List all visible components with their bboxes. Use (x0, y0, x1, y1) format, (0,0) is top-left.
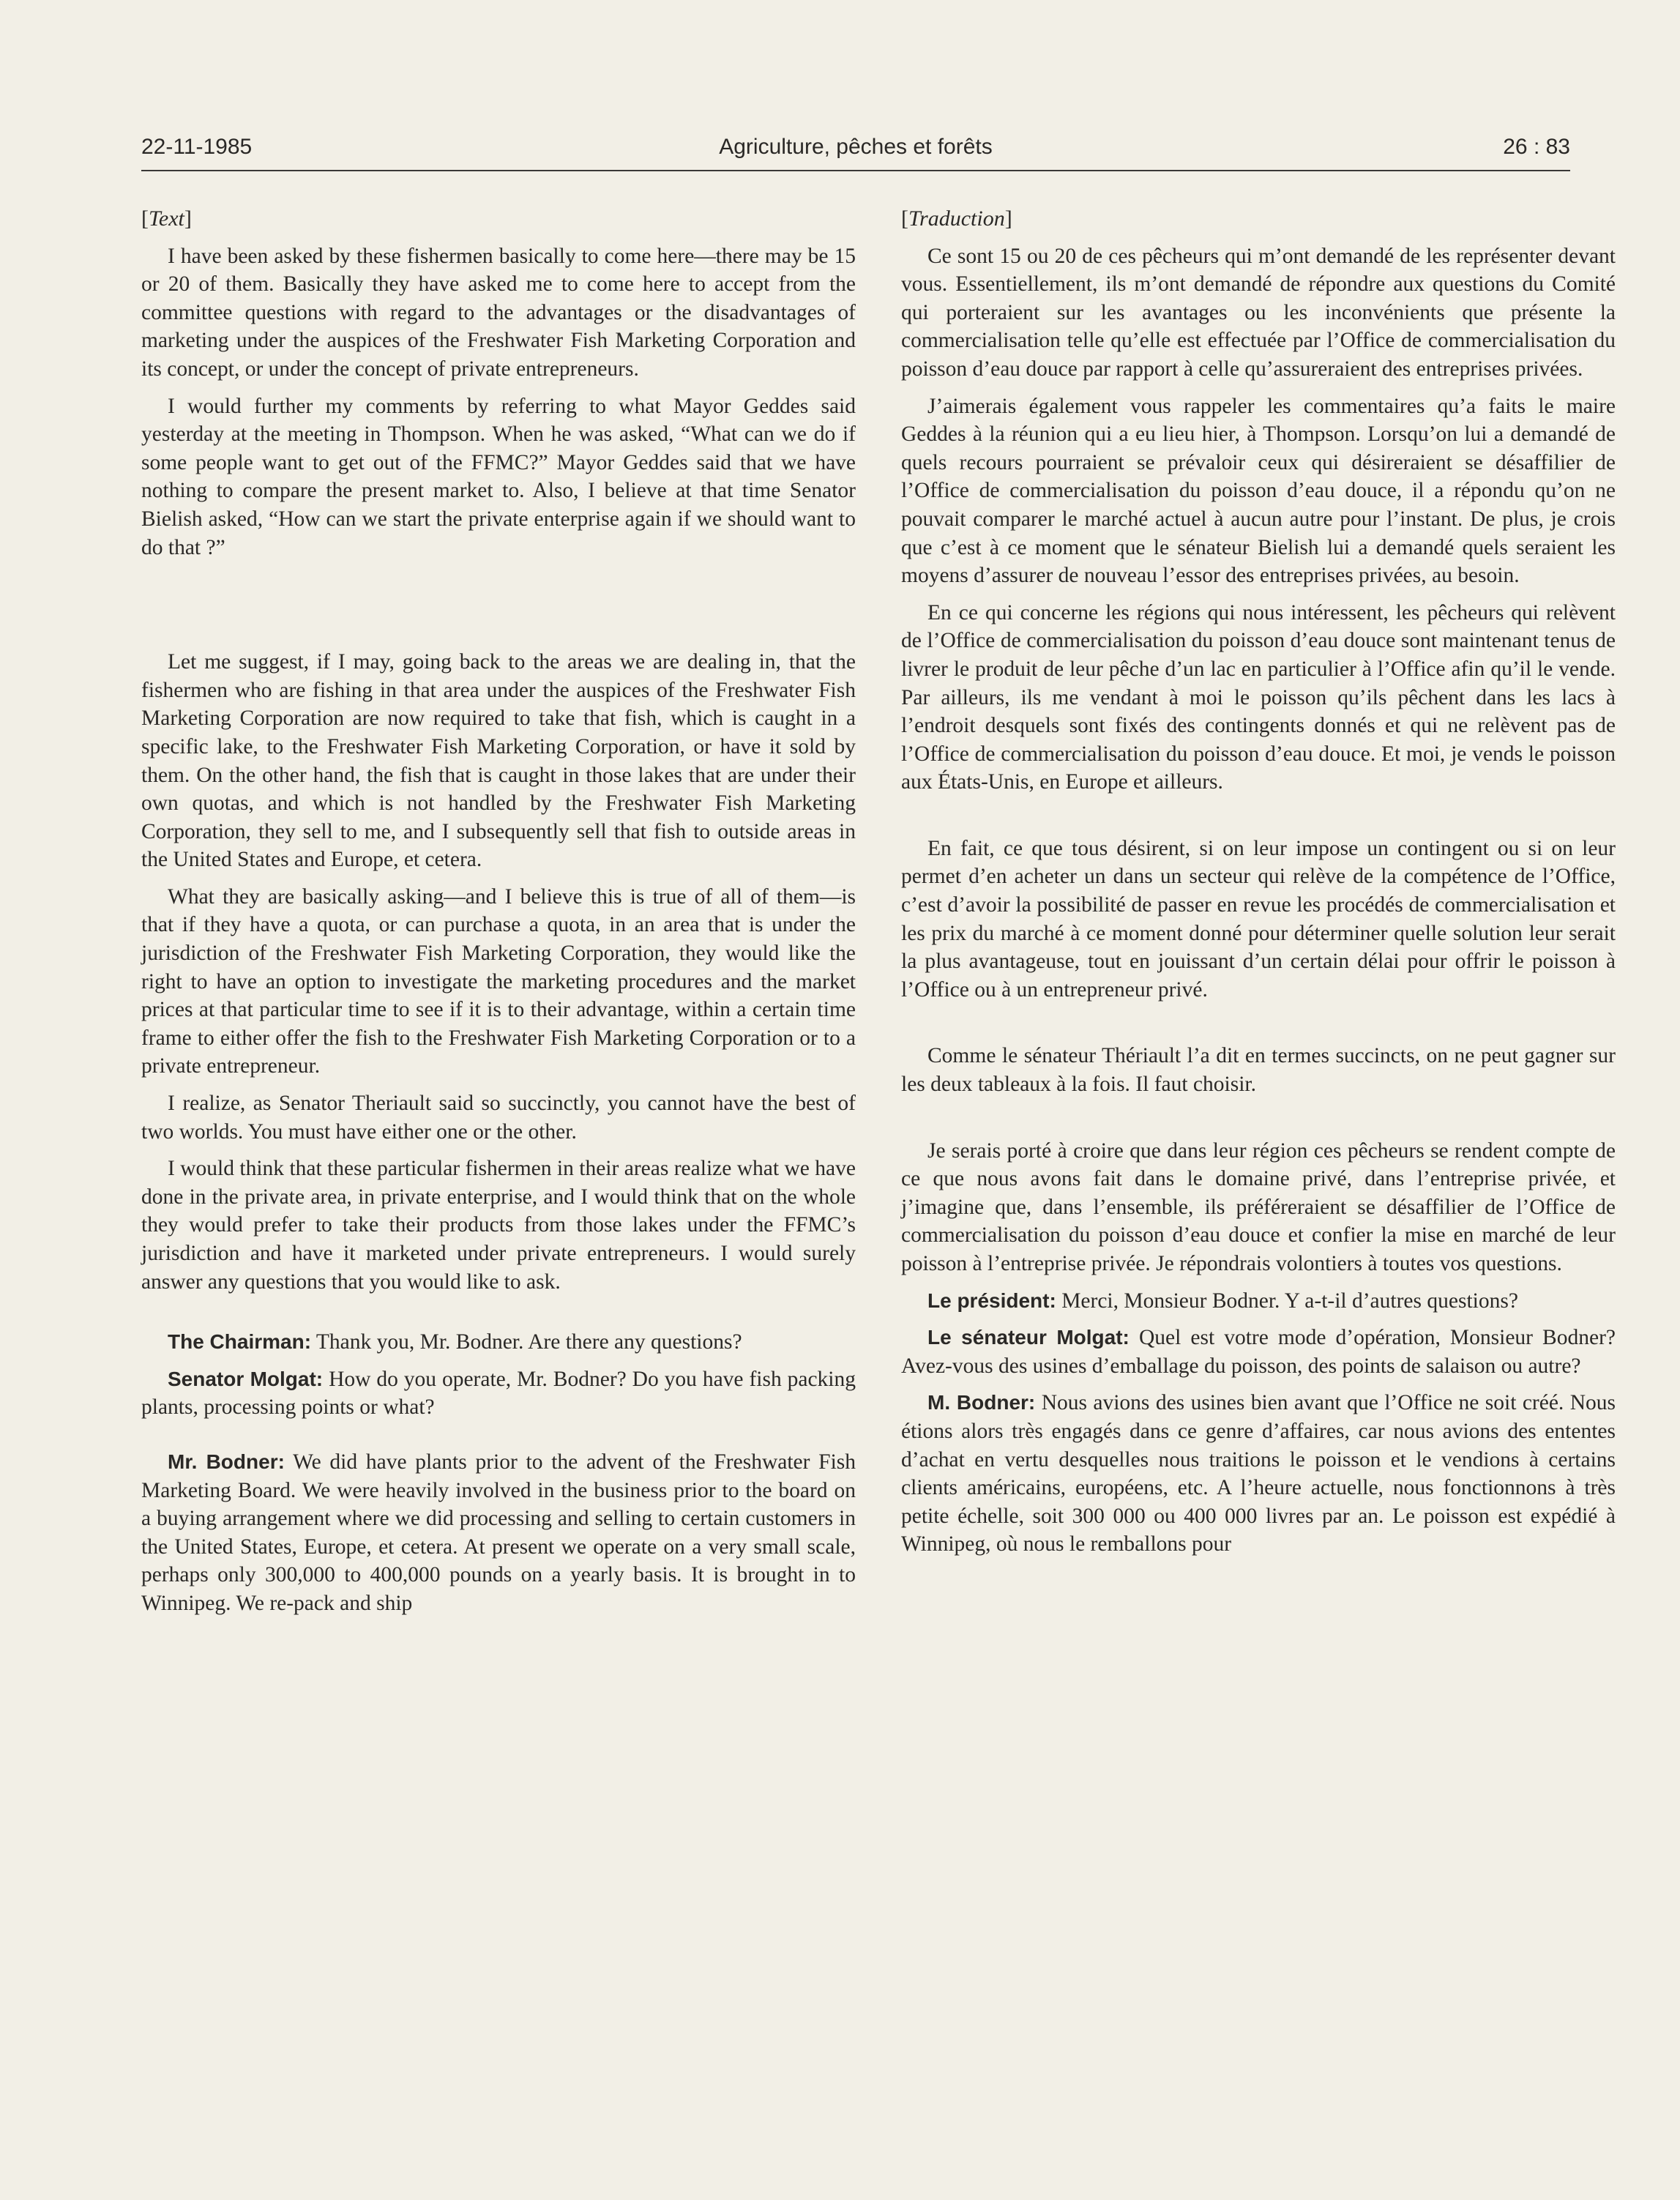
remark-text: Quel est votre mode d’opération, Monsieur Bodner? Avez-vous des usines d’emballage du poisson, des points de salaison ou autre? (901, 1326, 1616, 1378)
paragraph: Let me suggest, if I may, going back to the areas we are dealing in, that the fishermen who are fishing in that area under the auspices of the Freshwater Fish Marketing Corporation are now required to take that fish, which is caught in a specific lake, to the Freshwater Fish Marketing Corporation, or have it sold by them. On the other hand, the fish that is caught in those lakes that are under their own quotas, and which is not handled by the Freshwater Fish Marketing Corporation, they sell to me, and I subsequently sell that fish to outside areas in the United States and Europe, et cetera. (141, 650, 856, 872)
paragraph: What they are basically asking—and I believe this is true of all of them—is that if they have a quota, or can purchase a quota, in an area that is under the jurisdiction of the Freshwater Fish Marketing Corporation, they would like the right to have an option to investigate the marketing procedures and the market prices at that particular time to see if it is to their advantage, within a certain time frame to either offer the fish to the Freshwater Fish Marketing Corporation or to a private entrepreneur. (141, 884, 856, 1078)
header-page-number: 26 : 83 (1503, 135, 1570, 159)
paragraph: En fait, ce que tous désirent, si on leur impose un contingent ou si on leur permet d’en acheter un dans un secteur qui relève de la compétence de l’Office, c’est d’avoir la possibilité de passer en revue les procédés de commercialisation et les prix du marché à ce moment donné pour déterminer quelle solution leur serait la plus avantageuse, tout en jouissant d’un certain délai pour offrir le poisson à l’Office ou à un entrepreneur privé. (901, 836, 1616, 1002)
paragraph: J’aimerais également vous rappeler les commentaires qu’a faits le maire Geddes à la réunion qui a eu lieu hier, à Thompson. Lorsqu’on lui a demandé de quels recours pourraient se prévaloir ceux qui désireraient se désaffilier de l’Office de commercialisation du poisson d’eau douce, il a répondu qu’on ne pouvait comparer le marché actuel à aucun autre pour l’instant. De plus, je crois que c’est à ce moment que le sénateur Bielish lui a demandé quels seraient les moyens d’assurer de nouveau l’essor des entreprises privées, au besoin. (901, 394, 1616, 588)
speaker-name: Mr. Bodner: (168, 1450, 285, 1473)
remark-text: Nous avions des usines bien avant que l’Office ne soit créé. Nous étions alors très engagés dans ce genre d’affaires, car nous avions des ententes d’achat en vertu desquelles nous traitions le poisson et le vendions à certains clients américains, européens, etc. A l’heure actuelle, nous fonctionnons à très petite échelle, soit 300 000 ou 400 000 livres par an. Le poisson est expédié à Winnipeg, où nous le remballons pour (901, 1391, 1616, 1556)
paragraph: I would think that these particular fishermen in their areas realize what we have done in the private area, in private enterprise, and I would think that on the whole they would prefer to take their products from those lakes under the FFMC’s jurisdiction and have it marketed under private entrepreneurs. I would surely answer any questions that you would like to ask. (141, 1157, 856, 1294)
header-date: 22-11-1985 (141, 135, 253, 159)
english-column (141, 205, 856, 1627)
remark-text: Merci, Monsieur Bodner. Y a-t-il d’autres questions? (1061, 1289, 1518, 1313)
header-title: Agriculture, pêches et forêts (719, 135, 993, 159)
paragraph: Je serais porté à croire que dans leur région ces pêcheurs se rendent compte de ce que nous avons fait dans le domaine privé, dans l’entreprise privée, et j’imagine que, dans l’ensemble, ils préféreraient se désaffilier de l’Office de commercialisation du poisson d’eau douce et confier la mise en marché de leur poisson à l’entreprise privée. Je répondrais volontiers à toutes vos questions. (901, 1138, 1616, 1275)
paragraph: Ce sont 15 ou 20 de ces pêcheurs qui m’ont demandé de les représenter devant vous. Essentiellement, ils m’ont demandé de répondre aux questions du Comité qui porteraient sur les avantages ou les inconvénients que présente la commercialisation telle qu’elle est effectuée par l’Office de commercialisation du poisson d’eau douce par rapport à celle qu’assureraient des entreprises privées. (901, 244, 1616, 381)
bodner-answer-fr (901, 1389, 1616, 1559)
header-rule (141, 170, 1570, 171)
speaker-name: M. Bodner: (927, 1391, 1036, 1414)
paragraph: En ce qui concerne les régions qui nous intéressent, les pêcheurs qui relèvent de l’Office de commercialisation du poisson d’eau douce sont maintenant tenus de livrer le produit de leur pêche d’un lac en particulier à l’Office afin qu’il le vende. Par ailleurs, ils me vendant à moi le poisson qu’ils pêchent dans les lacs à l’endroit desquels sont fixés des contingents donnés et qui ne relèvent pas de l’Office de commercialisation du poisson d’eau douce. Et moi, je vends le poisson aux États-Unis, en Europe et ailleurs. (901, 600, 1616, 794)
chairman-remark (141, 1328, 856, 1357)
speaker-name: The Chairman: (168, 1330, 312, 1354)
paragraph: I realize, as Senator Theriault said so succinctly, you cannot have the best of two worlds. You must have either one or the other. (141, 1092, 856, 1144)
bodner-answer (141, 1448, 856, 1618)
remark-text: How do you operate, Mr. Bodner? Do you have fish packing plants, processing points or what? (141, 1367, 856, 1420)
traduction-label: [Traduction] (901, 206, 1012, 231)
remark-text: Thank you, Mr. Bodner. Are there any questions? (316, 1330, 742, 1354)
french-column (901, 205, 1616, 1567)
paragraph: I have been asked by these fishermen basically to come here—there may be 15 or 20 of them. Basically they have asked me to come here to accept from the committee questions with regard to the advantages or the disadvantages of marketing under the auspices of the Freshwater Fish Marketing Corporation and its concept, or under the concept of private entrepreneurs. (141, 244, 856, 381)
paragraph: I would further my comments by referring to what Mayor Geddes said yesterday at the meeting in Thompson. When he was asked, “What can we do if some people want to get out of the FFMC?” Mayor Geddes said that we have nothing to compare the present market to. Also, I believe at that time Senator Bielish asked, “How can we start the private enterprise again if we should want to do that ?” (141, 394, 856, 559)
molgat-question (141, 1365, 856, 1422)
speaker-name: Le président: (927, 1289, 1056, 1312)
remark-text: We did have plants prior to the advent of the Freshwater Fish Marketing Board. We were heavily involved in the business prior to the board on a buying arrangement where we did processing and selling to certain customers in the United States, Europe, et cetera. At present we operate on a very small scale, perhaps only 300,000 to 400,000 pounds on a yearly basis. It is brought in to Winnipeg. We re-pack and ship (141, 1450, 856, 1615)
paragraph: Comme le sénateur Thériault l’a dit en termes succincts, on ne peut gagner sur les deux tableaux à la fois. Il faut choisir. (901, 1044, 1616, 1097)
speaker-name: Senator Molgat: (168, 1367, 324, 1390)
president-remark (901, 1287, 1616, 1316)
speaker-name: Le sénateur Molgat: (927, 1326, 1130, 1349)
molgat-question-fr (901, 1324, 1616, 1380)
page-header (141, 130, 1570, 168)
text-label: [Text] (141, 206, 192, 231)
